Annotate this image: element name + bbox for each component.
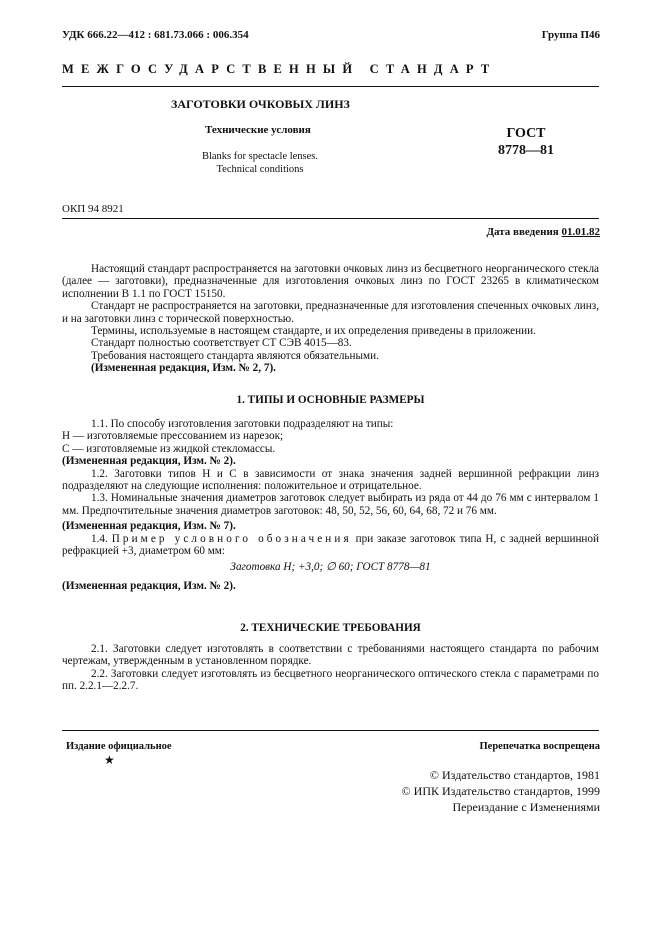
english-title-line1: Blanks for spectacle lenses. [201, 151, 319, 162]
intro-date [486, 226, 600, 238]
copyright-block [402, 767, 600, 815]
example-spaced-term: Пример условного обозначения [111, 532, 352, 545]
amendment-note: (Измененная редакция, Изм. № 2). [62, 455, 236, 468]
section-2-text [62, 643, 599, 693]
section-paragraph: Н — изготовляемые прессованием из нарезок; [62, 430, 284, 443]
example-number: 1.4. [91, 532, 112, 545]
amendment-note: (Измененная редакция, Изм. № 2). [62, 579, 236, 592]
intro-paragraph: Настоящий стандарт распространяется на заготовки очковых линз из бесцветного неорганического стекла (далее — заготовки), предназначенные для изготовления очковых линз по ГОСТ 23265 в климатическом исполнении В 1.1 по ГОСТ 15150. [62, 263, 599, 300]
english-title-line2: Technical conditions [216, 164, 304, 175]
section-paragraph: 2.1. Заготовки следует изготовлять в соответствии с требованиями настоящего стандарта по рабочим чертежам, утвержденным в установленном порядке. [62, 643, 599, 668]
example-rest: при заказе заготовок типа Н, с задней вершинной рефракцией +3, диаметром 60 мм: [62, 532, 599, 558]
section-1-text [62, 418, 599, 592]
okp-code: ОКП 94 8921 [62, 203, 124, 215]
intro-paragraph: Стандарт не распространяется на заготовки, предназначенные для изготовления спеченных очковых линз, и на заготовки линз с торической поверхностью. [62, 300, 599, 325]
document-subtitle: Технические условия [205, 124, 311, 136]
footer-rule [62, 730, 599, 731]
copyright-line: © ИПК Издательство стандартов, 1999 [401, 784, 600, 798]
intro-text [62, 263, 599, 375]
banner-rule [62, 86, 599, 87]
section-paragraph: С — изготовляемые из жидкой стекломассы. [62, 442, 276, 455]
section-paragraph: 1.3. Номинальные значения диаметров заготовок следует выбирать из ряда от 44 до 76 мм с интервалом 1 мм. Предпочтительные значения диаметров заготовок: 48, 50, 52, 56, 60, 64, 68, 72 и 76 мм. [62, 492, 599, 517]
copyright-line: © Издательство стандартов, 1981 [429, 768, 600, 782]
amendment-note: (Измененная редакция, Изм. № 7). [62, 520, 236, 533]
gost-number [498, 125, 554, 159]
section-paragraph: 1.1. По способу изготовления заготовки подразделяют на типы: [91, 418, 394, 430]
intro-date-label: Дата введения [486, 226, 562, 238]
intro-paragraph: Требования настоящего стандарта являются обязательными. [91, 349, 379, 362]
document-title: ЗАГОТОВКИ ОЧКОВЫХ ЛИНЗ [171, 97, 350, 111]
group-code: Группа П46 [541, 29, 600, 41]
star-icon: ★ [104, 753, 115, 767]
section-1-heading: 1. ТИПЫ И ОСНОВНЫЕ РАЗМЕРЫ [236, 394, 425, 406]
intro-date-value: 01.01.82 [561, 226, 600, 238]
designation-example: Заготовка Н; +3,0; ∅ 60; ГОСТ 8778—81 [230, 561, 431, 574]
gost-label: ГОСТ [506, 126, 546, 141]
english-title [175, 150, 345, 176]
section-paragraph: 2.2. Заготовки следует изготовлять из бесцветного неорганического оптического стекла с параметрами по пп. 2.2.1—2.2.7. [62, 667, 599, 693]
udk-code: УДК 666.22—412 : 681.73.066 : 006.354 [62, 29, 249, 41]
intro-paragraph: Термины, используемые в настоящем стандарте, и их определения приведены в приложении. [91, 325, 536, 338]
amendment-note: (Измененная редакция, Изм. № 2, 7). [91, 362, 276, 375]
intro-paragraph: Стандарт полностью соответствует СТ СЭВ 4015—83. [91, 337, 352, 350]
section-paragraph: 1.2. Заготовки типов Н и С в зависимости от знака значения задней вершинной рефракции линз подразделяют на следующие исполнения: положительное и отрицательное. [62, 467, 599, 493]
section-2-heading: 2. ТЕХНИЧЕСКИЕ ТРЕБОВАНИЯ [240, 622, 421, 634]
gost-code: 8778—81 [498, 143, 554, 158]
official-edition: Издание официальное [66, 741, 172, 752]
okp-rule [62, 218, 599, 219]
reissue-note: Переиздание с Изменениями [452, 800, 600, 814]
reprint-notice: Перепечатка воспрещена [479, 741, 600, 752]
standard-banner: МЕЖГОСУДАРСТВЕННЫЙ СТАНДАРТ [62, 62, 497, 76]
example-paragraph [62, 533, 599, 558]
